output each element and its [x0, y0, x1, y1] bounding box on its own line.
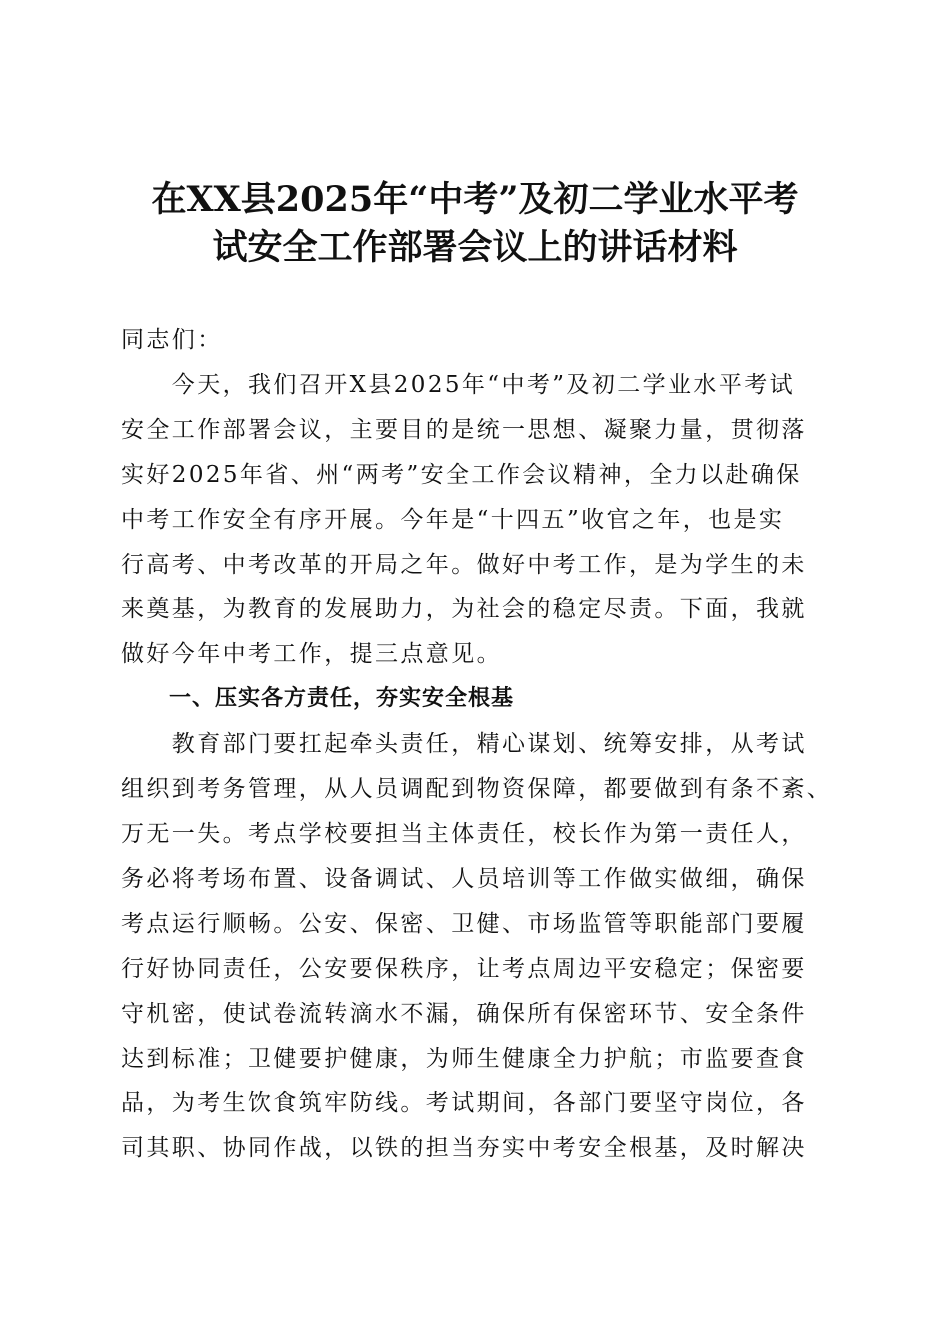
text-line: 教育部门要扛起牵头责任，精心谋划、统筹安排，从考试 [121, 731, 807, 758]
title-line: 在XX县2025年“中考”及初二学业水平考 [151, 179, 799, 220]
document-body [121, 318, 841, 1171]
salutation: 同志们： [121, 327, 223, 353]
text-line: 务必将考场布置、设备调试、人员培训等工作做实做细，确保 [121, 865, 807, 892]
text-line: 行好协同责任，公安要保秩序，让考点周边平安稳定；保密要 [121, 955, 807, 982]
text-line: 今天，我们召开X县2025年“中考”及初二学业水平考试 [121, 371, 796, 398]
text-line: 品，为考生饮食筑牢防线。考试期间，各部门要坚守岗位，各 [121, 1090, 807, 1117]
text-line: 做好今年中考工作，提三点意见。 [121, 641, 502, 668]
text-line: 达到标准；卫健要护健康，为师生健康全力护航；市监要查食 [121, 1045, 807, 1072]
text-line: 万无一失。考点学校要担当主体责任，校长作为第一责任人， [121, 820, 807, 847]
text-line: 司其职、协同作战，以铁的担当夯实中考安全根基，及时解决 [121, 1135, 807, 1162]
text-line: 考点运行顺畅。公安、保密、卫健、市场监管等职能部门要履 [121, 910, 807, 937]
text-line: 中考工作安全有序开展。今年是“十四五”收官之年，也是实 [121, 506, 785, 533]
document-title [100, 176, 850, 272]
text-line: 守机密，使试卷流转滴水不漏，确保所有保密环节、安全条件 [121, 1000, 807, 1027]
section-heading: 一、压实各方责任，夯实安全根基 [169, 686, 515, 712]
section-paragraph [121, 722, 841, 1171]
text-line: 行高考、中考改革的开局之年。做好中考工作，是为学生的未 [121, 551, 807, 578]
text-line: 来奠基，为教育的发展助力，为社会的稳定尽责。下面，我就 [121, 596, 807, 623]
title-line: 试安全工作部署会议上的讲话材料 [212, 227, 738, 268]
text-line: 实好2025年省、州“两考”安全工作会议精神，全力以赴确保 [121, 461, 802, 488]
text-line: 组织到考务管理，从人员调配到物资保障，都要做到有条不紊、 [121, 776, 833, 803]
text-line: 安全工作部署会议，主要目的是统一思想、凝聚力量，贯彻落 [121, 416, 807, 443]
intro-paragraph [121, 363, 841, 677]
